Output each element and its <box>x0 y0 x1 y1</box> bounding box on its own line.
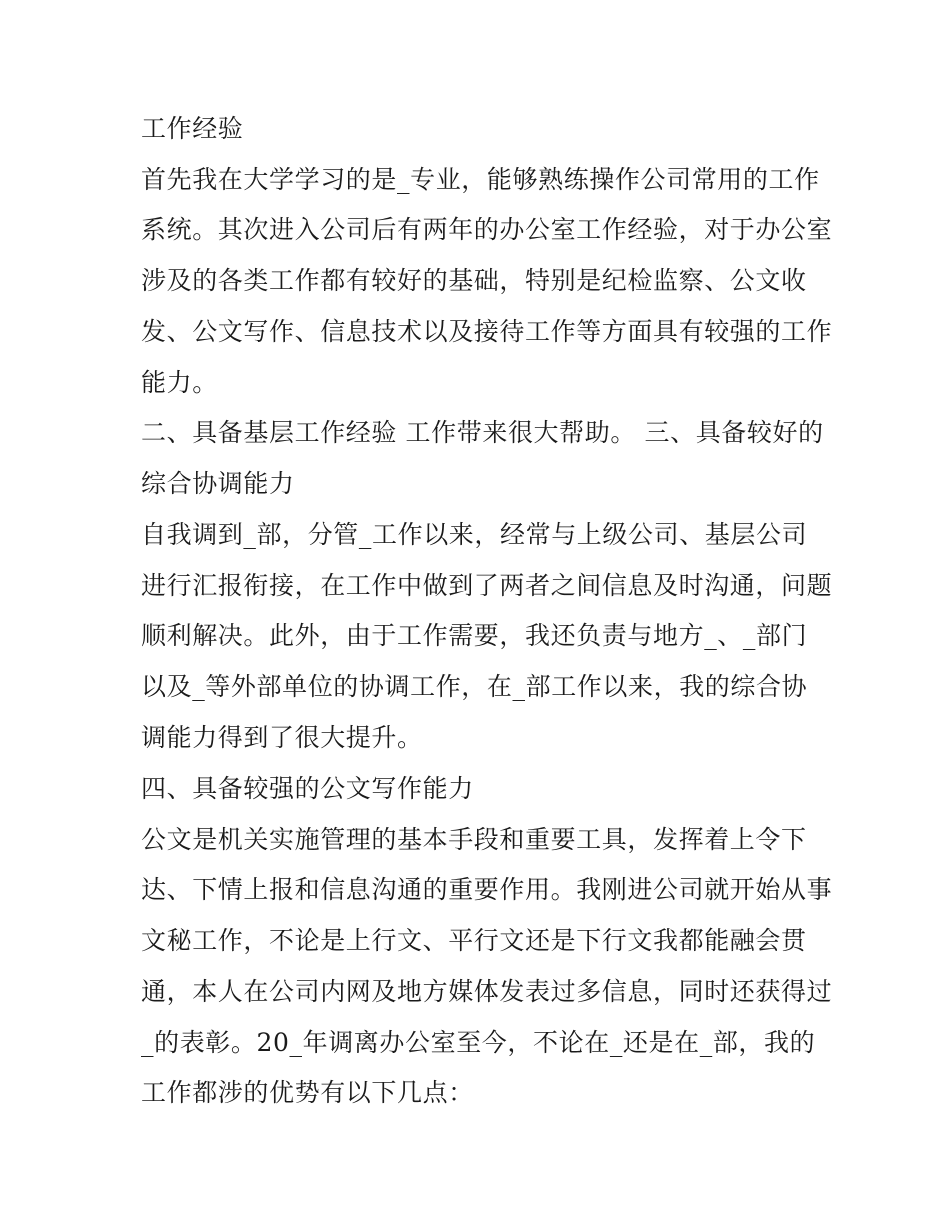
text-line: 综合协调能力 <box>141 469 295 498</box>
text-line: 进行汇报衔接，在工作中做到了两者之间信息及时沟通，问题 <box>141 571 833 600</box>
text-line: 能力。 <box>141 368 218 397</box>
text-line: 调能力得到了很大提升。 <box>141 723 423 752</box>
text-line: _的表彰。20_年调离办公室至今，不论在_还是在_部，我的 <box>141 1028 816 1057</box>
text-line-heading-work-experience: 工作经验 <box>141 114 244 143</box>
text-line-section-two: 二、具备基层工作经验 工作带来很大帮助。 三、具备较好的 <box>141 418 824 447</box>
text-line: 工作都涉的优势有以下几点： <box>141 1078 474 1107</box>
text-line: 公文是机关实施管理的基本手段和重要工具，发挥着上令下 <box>141 825 807 854</box>
text-line-section-four: 四、具备较强的公文写作能力 <box>141 774 474 803</box>
text-line: 达、下情上报和信息沟通的重要作用。我刚进公司就开始从事 <box>141 875 833 904</box>
text-line: 通，本人在公司内网及地方媒体发表过多信息，同时还获得过 <box>141 977 833 1006</box>
text-line: 首先我在大学学习的是_专业，能够熟练操作公司常用的工作 <box>141 165 820 194</box>
text-line: 文秘工作，不论是上行文、平行文还是下行文我都能融会贯 <box>141 926 807 955</box>
text-line: 以及_等外部单位的协调工作，在_部工作以来，我的综合协 <box>141 672 808 701</box>
text-line: 自我调到_部，分管_工作以来，经常与上级公司、基层公司 <box>141 520 808 549</box>
text-line: 系统。其次进入公司后有两年的办公室工作经验，对于办公室 <box>141 215 833 244</box>
text-line: 发、公文写作、信息技术以及接待工作等方面具有较强的工作 <box>141 317 833 346</box>
text-line: 涉及的各类工作都有较好的基础，特别是纪检监察、公文收 <box>141 266 807 295</box>
text-line: 顺利解决。此外，由于工作需要，我还负责与地方_、_部门 <box>141 621 808 650</box>
